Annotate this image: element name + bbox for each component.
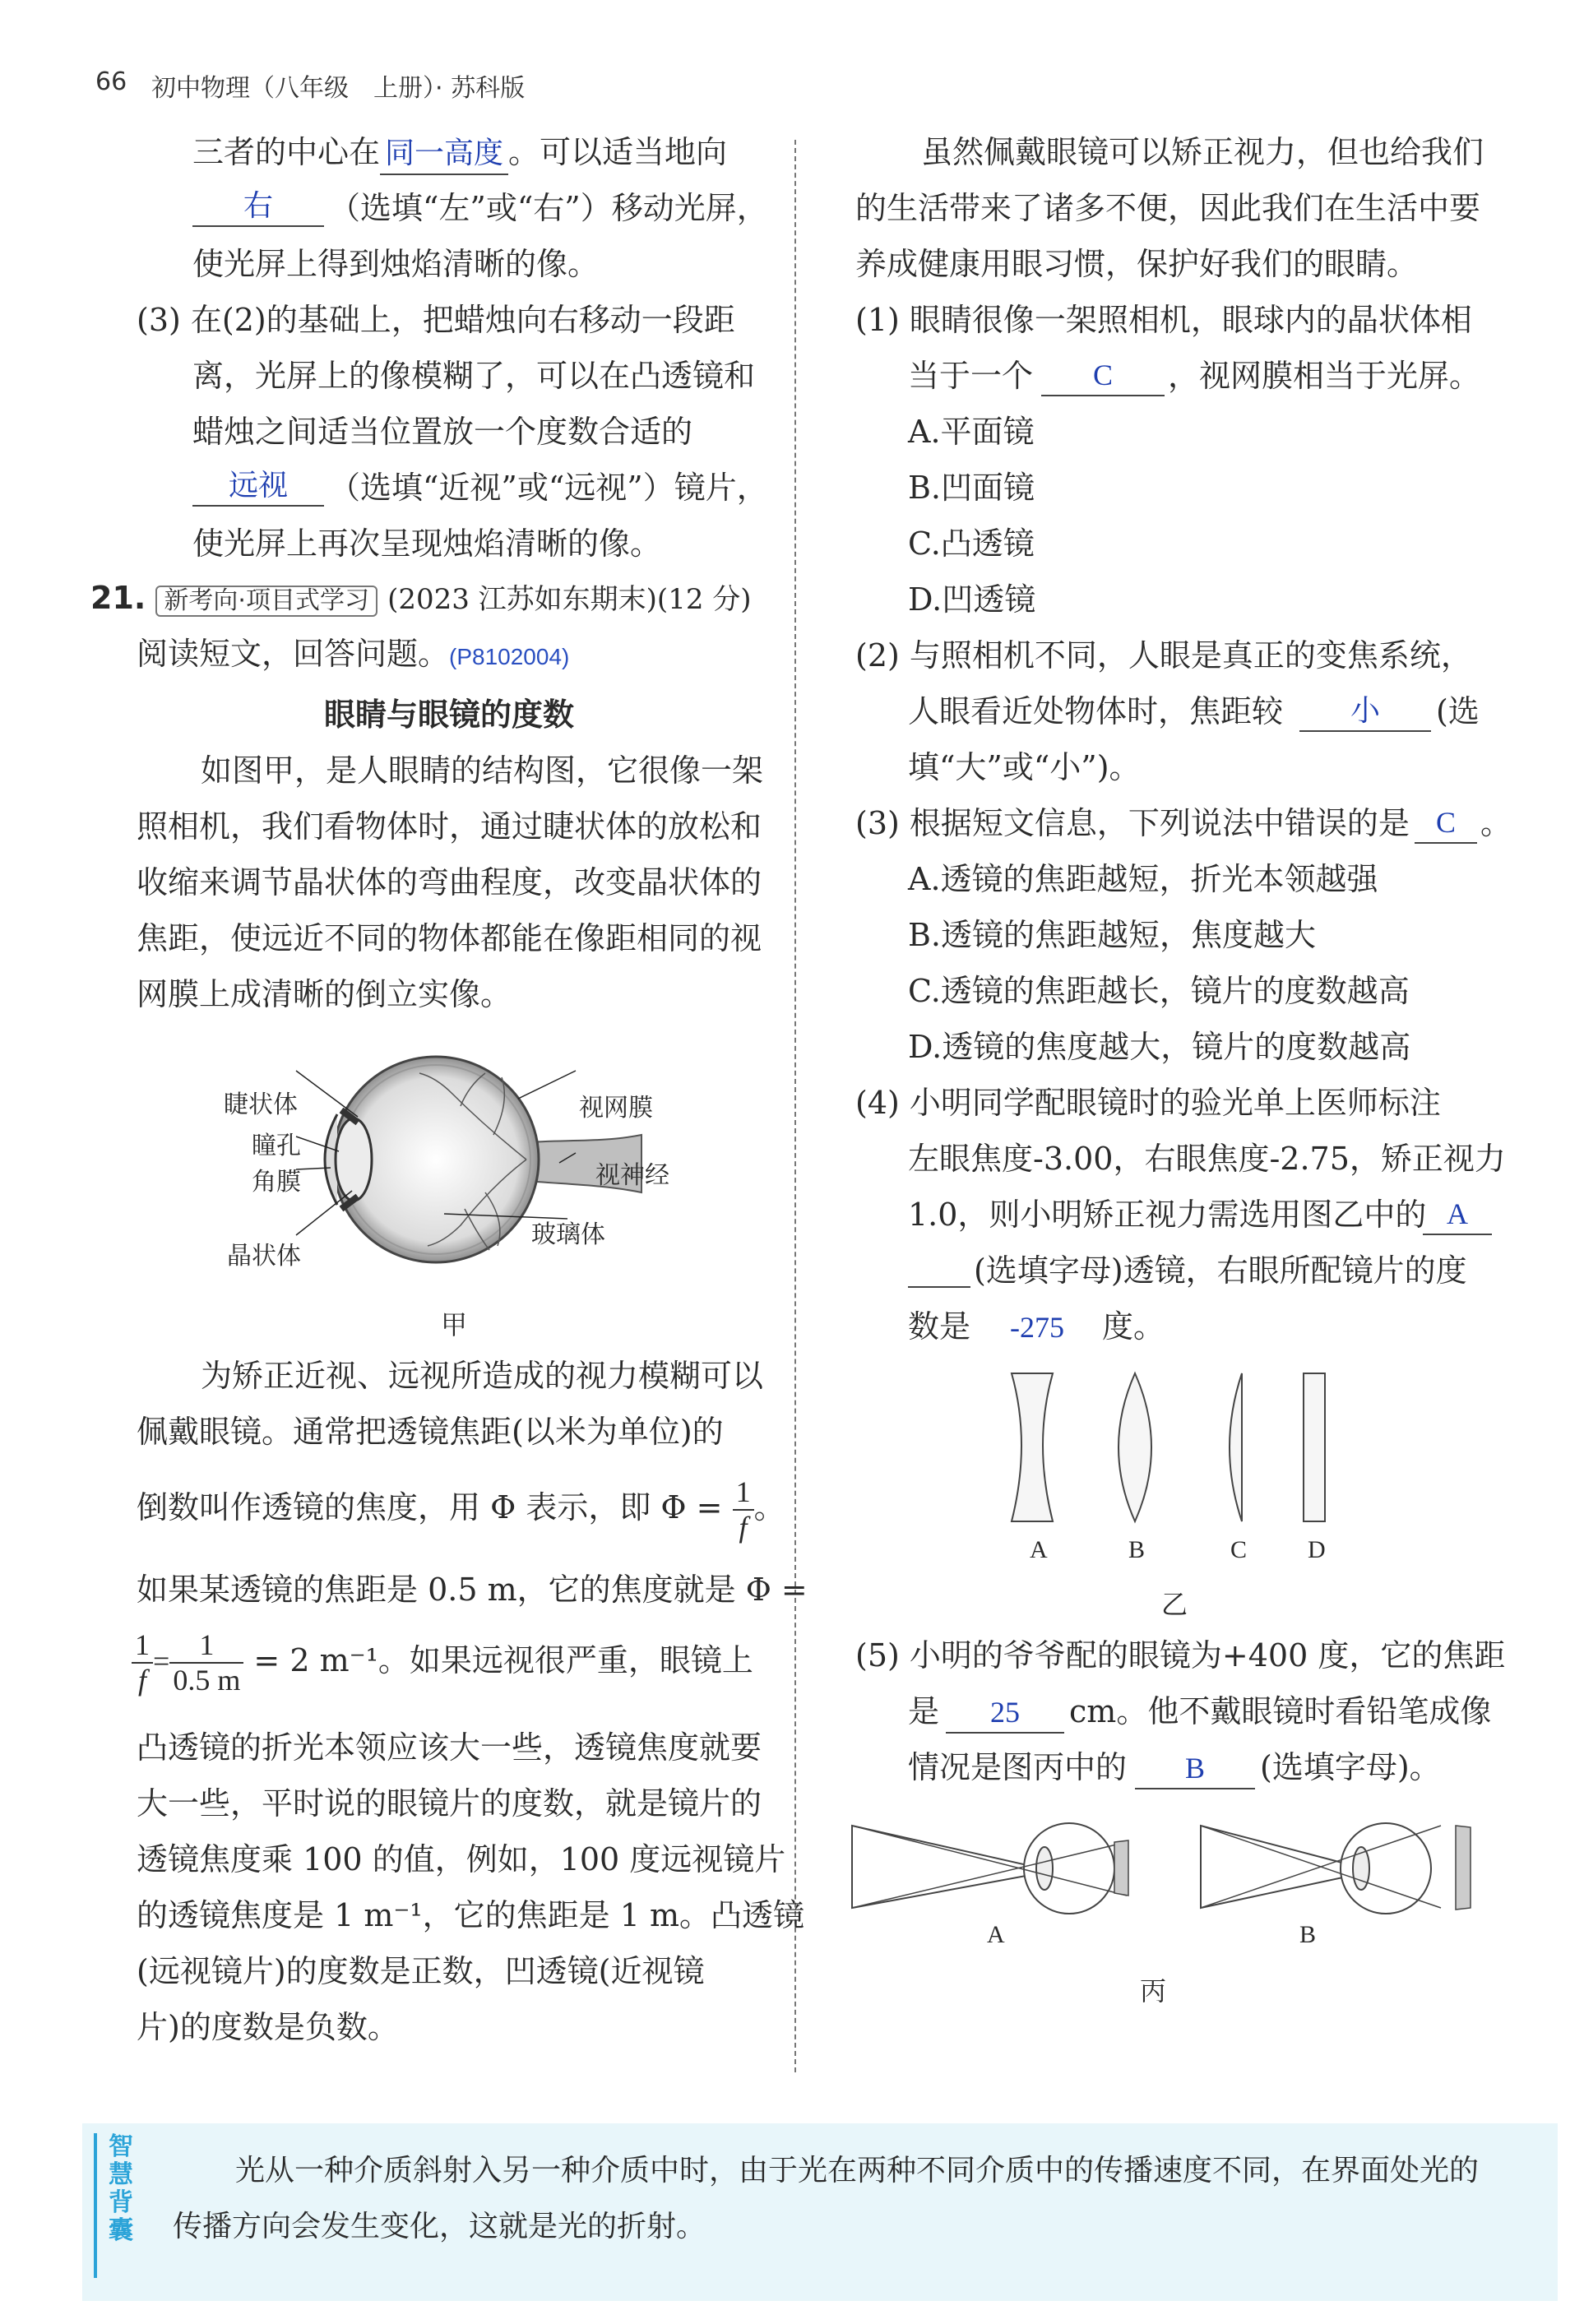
answer-blank: -275 <box>1010 1311 1064 1344</box>
diagram-a <box>852 1823 1128 1914</box>
denominator: f <box>739 1511 748 1544</box>
diagram-b <box>1201 1823 1471 1914</box>
answer-blank: 同一高度 <box>380 137 508 175</box>
q5-line-2-post: cm。他不戴眼镜时看铅笔成像 <box>1069 1693 1492 1729</box>
q1-line-1: (1) 眼睛很像一架照相机，眼球内的晶状体相 <box>855 302 1472 338</box>
paragraph-2-formula-line <box>137 1475 785 1545</box>
answer-blank: 远视 <box>192 470 324 507</box>
q3-right-line-1-post: 。 <box>1480 805 1512 841</box>
tip-tag: 智慧背囊 <box>109 2132 133 2245</box>
lens-label-d: D <box>1308 1536 1326 1563</box>
q1-line-2-post: ，视网膜相当于光屏。 <box>1168 358 1481 394</box>
left-line-2: （选填“左”或“右”）移动光屏， <box>329 190 768 226</box>
eye-label-retina: 视网膜 <box>579 1094 653 1123</box>
intro-line: 虽然佩戴眼镜可以矫正视力，但也给我们 <box>921 134 1484 170</box>
text: 阅读短文，回答问题。 <box>137 636 450 672</box>
text: = 2 m⁻¹。如果远视很严重，眼镜上 <box>253 1641 753 1678</box>
q5-line-3-pre: 情况是图丙中的 <box>908 1749 1128 1785</box>
figure-caption-yi: 乙 <box>1161 1589 1188 1620</box>
paragraph-1-line: 焦距，使远近不同的物体都能在像距相同的视 <box>137 920 762 956</box>
paragraph-1-line: 收缩来调节晶状体的弯曲程度，改变晶状体的 <box>137 864 762 900</box>
wisdom-tip-box <box>82 2123 1558 2301</box>
q4-line-4: (选填字母)透镜，右眼所配镜片的度 <box>974 1252 1467 1289</box>
q3-line-2: 离，光屏上的像模糊了，可以在凸透镜和 <box>192 358 756 394</box>
answer-blank-continuation <box>908 1286 970 1288</box>
page-number: 66 <box>95 67 127 96</box>
paragraph-1-line: 网膜上成清晰的倒立实像。 <box>137 976 512 1012</box>
fraction-1-over-05 <box>169 1628 243 1698</box>
q3-option: A.透镜的焦距越短，折光本领越强 <box>908 861 1378 897</box>
answer-blank: A <box>1423 1199 1492 1235</box>
q5-line-3-post: (选填字母)。 <box>1260 1749 1441 1785</box>
paragraph-2-line: 的透镜焦度是 1 m⁻¹，它的焦距是 1 m。凸透镜 <box>137 1897 805 1933</box>
question-number: 21. <box>90 580 146 616</box>
q1-option: A.平面镜 <box>908 414 1035 450</box>
q3-right-line-1-pre: (3) 根据短文信息，下列说法中错误的是 <box>855 805 1410 841</box>
left-line-1 <box>192 134 728 170</box>
denominator: 0.5 m <box>173 1664 241 1697</box>
lens-d-flat <box>1304 1373 1325 1521</box>
eye-label-pupil: 瞳孔 <box>252 1132 301 1160</box>
book-title: 初中物理（八年级 上册）· 苏科版 <box>151 74 526 103</box>
intro-line: 的生活带来了诸多不便，因此我们在生活中要 <box>855 190 1481 226</box>
paragraph-2-line: 片)的度数是负数。 <box>137 2009 399 2045</box>
text: 。可以适当地向 <box>508 134 728 170</box>
paragraph-2-line: 凸透镜的折光本领应该大一些，透镜焦度就要 <box>137 1729 762 1766</box>
text: 倒数叫作透镜的焦度，用 Φ 表示，即 Φ = <box>137 1488 723 1525</box>
q5-line-1: (5) 小明的爷爷配的眼镜为+400 度，它的焦距 <box>855 1637 1506 1674</box>
answer-blank: C <box>1041 360 1165 396</box>
pencil-image-figure-bing <box>847 1809 1497 1933</box>
paragraph-2-line: 大一些，平时说的眼镜片的度数，就是镜片的 <box>137 1785 762 1822</box>
question-tag: 新考向·项目式学习 <box>155 586 377 617</box>
q1-option: B.凹面镜 <box>908 470 1035 506</box>
bing-label-b: B <box>1299 1921 1317 1948</box>
q1-line-2-pre: 当于一个 <box>908 358 1034 394</box>
tip-line-1: 光从一种介质斜射入另一种介质中时，由于光在两种不同介质中的传播速度不同，在界面处光的 <box>235 2154 1480 2187</box>
q2-line-2-post: (选 <box>1436 693 1480 729</box>
q5-line-2-pre: 是 <box>908 1693 940 1729</box>
paragraph-2-formula-line <box>132 1628 753 1698</box>
lens-b-convex <box>1119 1373 1151 1521</box>
denominator: f <box>137 1664 146 1697</box>
q2-line-3: 填“大”或“小”)。 <box>908 749 1141 785</box>
q4-line-5-pre: 数是 <box>908 1308 971 1345</box>
numerator: 1 <box>733 1475 754 1511</box>
left-line-3: 使光屏上得到烛焰清晰的像。 <box>192 246 600 282</box>
article-title: 眼睛与眼镜的度数 <box>324 697 575 733</box>
answer-blank: C <box>1415 808 1477 844</box>
paragraph-2-line: 为矫正近视、远视所造成的视力模糊可以 <box>201 1358 764 1394</box>
answer-blank: 右 <box>192 191 324 227</box>
q4-line-2: 左眼焦度-3.00，右眼焦度-2.75，矫正视力 <box>908 1141 1506 1177</box>
q3-option: C.透镜的焦距越长，镜片的度数越高 <box>908 973 1410 1009</box>
q3-line-3: 蜡烛之间适当位置放一个度数合适的 <box>192 414 693 450</box>
question-21-instruction <box>137 636 570 672</box>
lens-figure-yi <box>1003 1365 1349 1554</box>
eye-label-lens: 晶状体 <box>227 1242 301 1271</box>
lens-label-c: C <box>1230 1536 1248 1563</box>
lens-c-plano-convex <box>1230 1373 1242 1521</box>
equals: = <box>153 1644 170 1678</box>
q4-line-1: (4) 小明同学配眼镜时的验光单上医师标注 <box>855 1085 1441 1121</box>
q3-option: B.透镜的焦距越短，焦度越大 <box>908 917 1317 953</box>
q3-option: D.透镜的焦度越大，镜片的度数越高 <box>908 1029 1411 1065</box>
paragraph-2-line: (远视镜片)的度数是正数，凹透镜(近视镜 <box>137 1953 705 1989</box>
q3-line-5: 使光屏上再次呈现烛焰清晰的像。 <box>192 525 662 562</box>
answer-blank: 小 <box>1299 696 1431 732</box>
paragraph-2-line: 如果某透镜的焦距是 0.5 m，它的焦度就是 Φ = <box>137 1572 808 1608</box>
eye-label-vitreous: 玻璃体 <box>531 1220 605 1249</box>
question-code: (P8102004) <box>449 644 570 669</box>
q4-line-3-pre: 1.0，则小明矫正视力需选用图乙中的 <box>908 1197 1427 1233</box>
paragraph-1-line: 照相机，我们看物体时，通过睫状体的放松和 <box>137 808 762 845</box>
figure-caption-jia: 甲 <box>441 1309 468 1340</box>
tip-line-2: 传播方向会发生变化，这就是光的折射。 <box>173 2210 706 2243</box>
paragraph-2-line: 透镜焦度乘 100 的值，例如，100 度远视镜片 <box>137 1841 786 1877</box>
text: 三者的中心在 <box>192 134 381 170</box>
q4-line-5-post: 度。 <box>1102 1308 1165 1345</box>
q3-line-1: (3) 在(2)的基础上，把蜡烛向右移动一段距 <box>137 302 735 338</box>
lens-label-b: B <box>1128 1536 1146 1563</box>
numerator: 1 <box>132 1628 153 1664</box>
question-source: (2023 江苏如东期末)(12 分) <box>387 583 752 616</box>
column-divider <box>794 140 796 2072</box>
figure-caption-bing: 丙 <box>1140 1975 1167 2007</box>
q2-line-1: (2) 与照相机不同，人眼是真正的变焦系统， <box>855 637 1472 674</box>
eye-label-ciliary: 睫状体 <box>224 1090 298 1119</box>
lens-a-concave <box>1012 1373 1053 1521</box>
intro-line: 养成健康用眼习惯，保护好我们的眼睛。 <box>855 246 1419 282</box>
paragraph-1-line: 如图甲，是人眼睛的结构图，它很像一架 <box>201 752 764 789</box>
answer-blank: B <box>1135 1753 1255 1789</box>
lens-label-a: A <box>1030 1536 1048 1563</box>
fraction-1-over-f <box>132 1628 153 1698</box>
question-21-header <box>90 582 752 617</box>
answer-blank: 25 <box>946 1697 1064 1734</box>
eye-label-nerve: 视神经 <box>595 1161 669 1190</box>
eye-label-cornea: 角膜 <box>252 1168 301 1197</box>
paragraph-2-line: 佩戴眼镜。通常把透镜焦距(以米为单位)的 <box>137 1414 724 1450</box>
bing-label-a: A <box>987 1921 1005 1948</box>
text: 。 <box>753 1488 785 1525</box>
numerator: 1 <box>169 1628 243 1664</box>
q2-line-2-pre: 人眼看近处物体时，焦距较 <box>908 693 1284 729</box>
tip-accent-bar <box>94 2133 97 2278</box>
q1-option: C.凸透镜 <box>908 525 1035 562</box>
q1-option: D.凹透镜 <box>908 581 1036 618</box>
fraction-1-over-f <box>733 1475 754 1545</box>
q3-line-4: （选填“近视”或“远视”）镜片， <box>329 470 768 506</box>
